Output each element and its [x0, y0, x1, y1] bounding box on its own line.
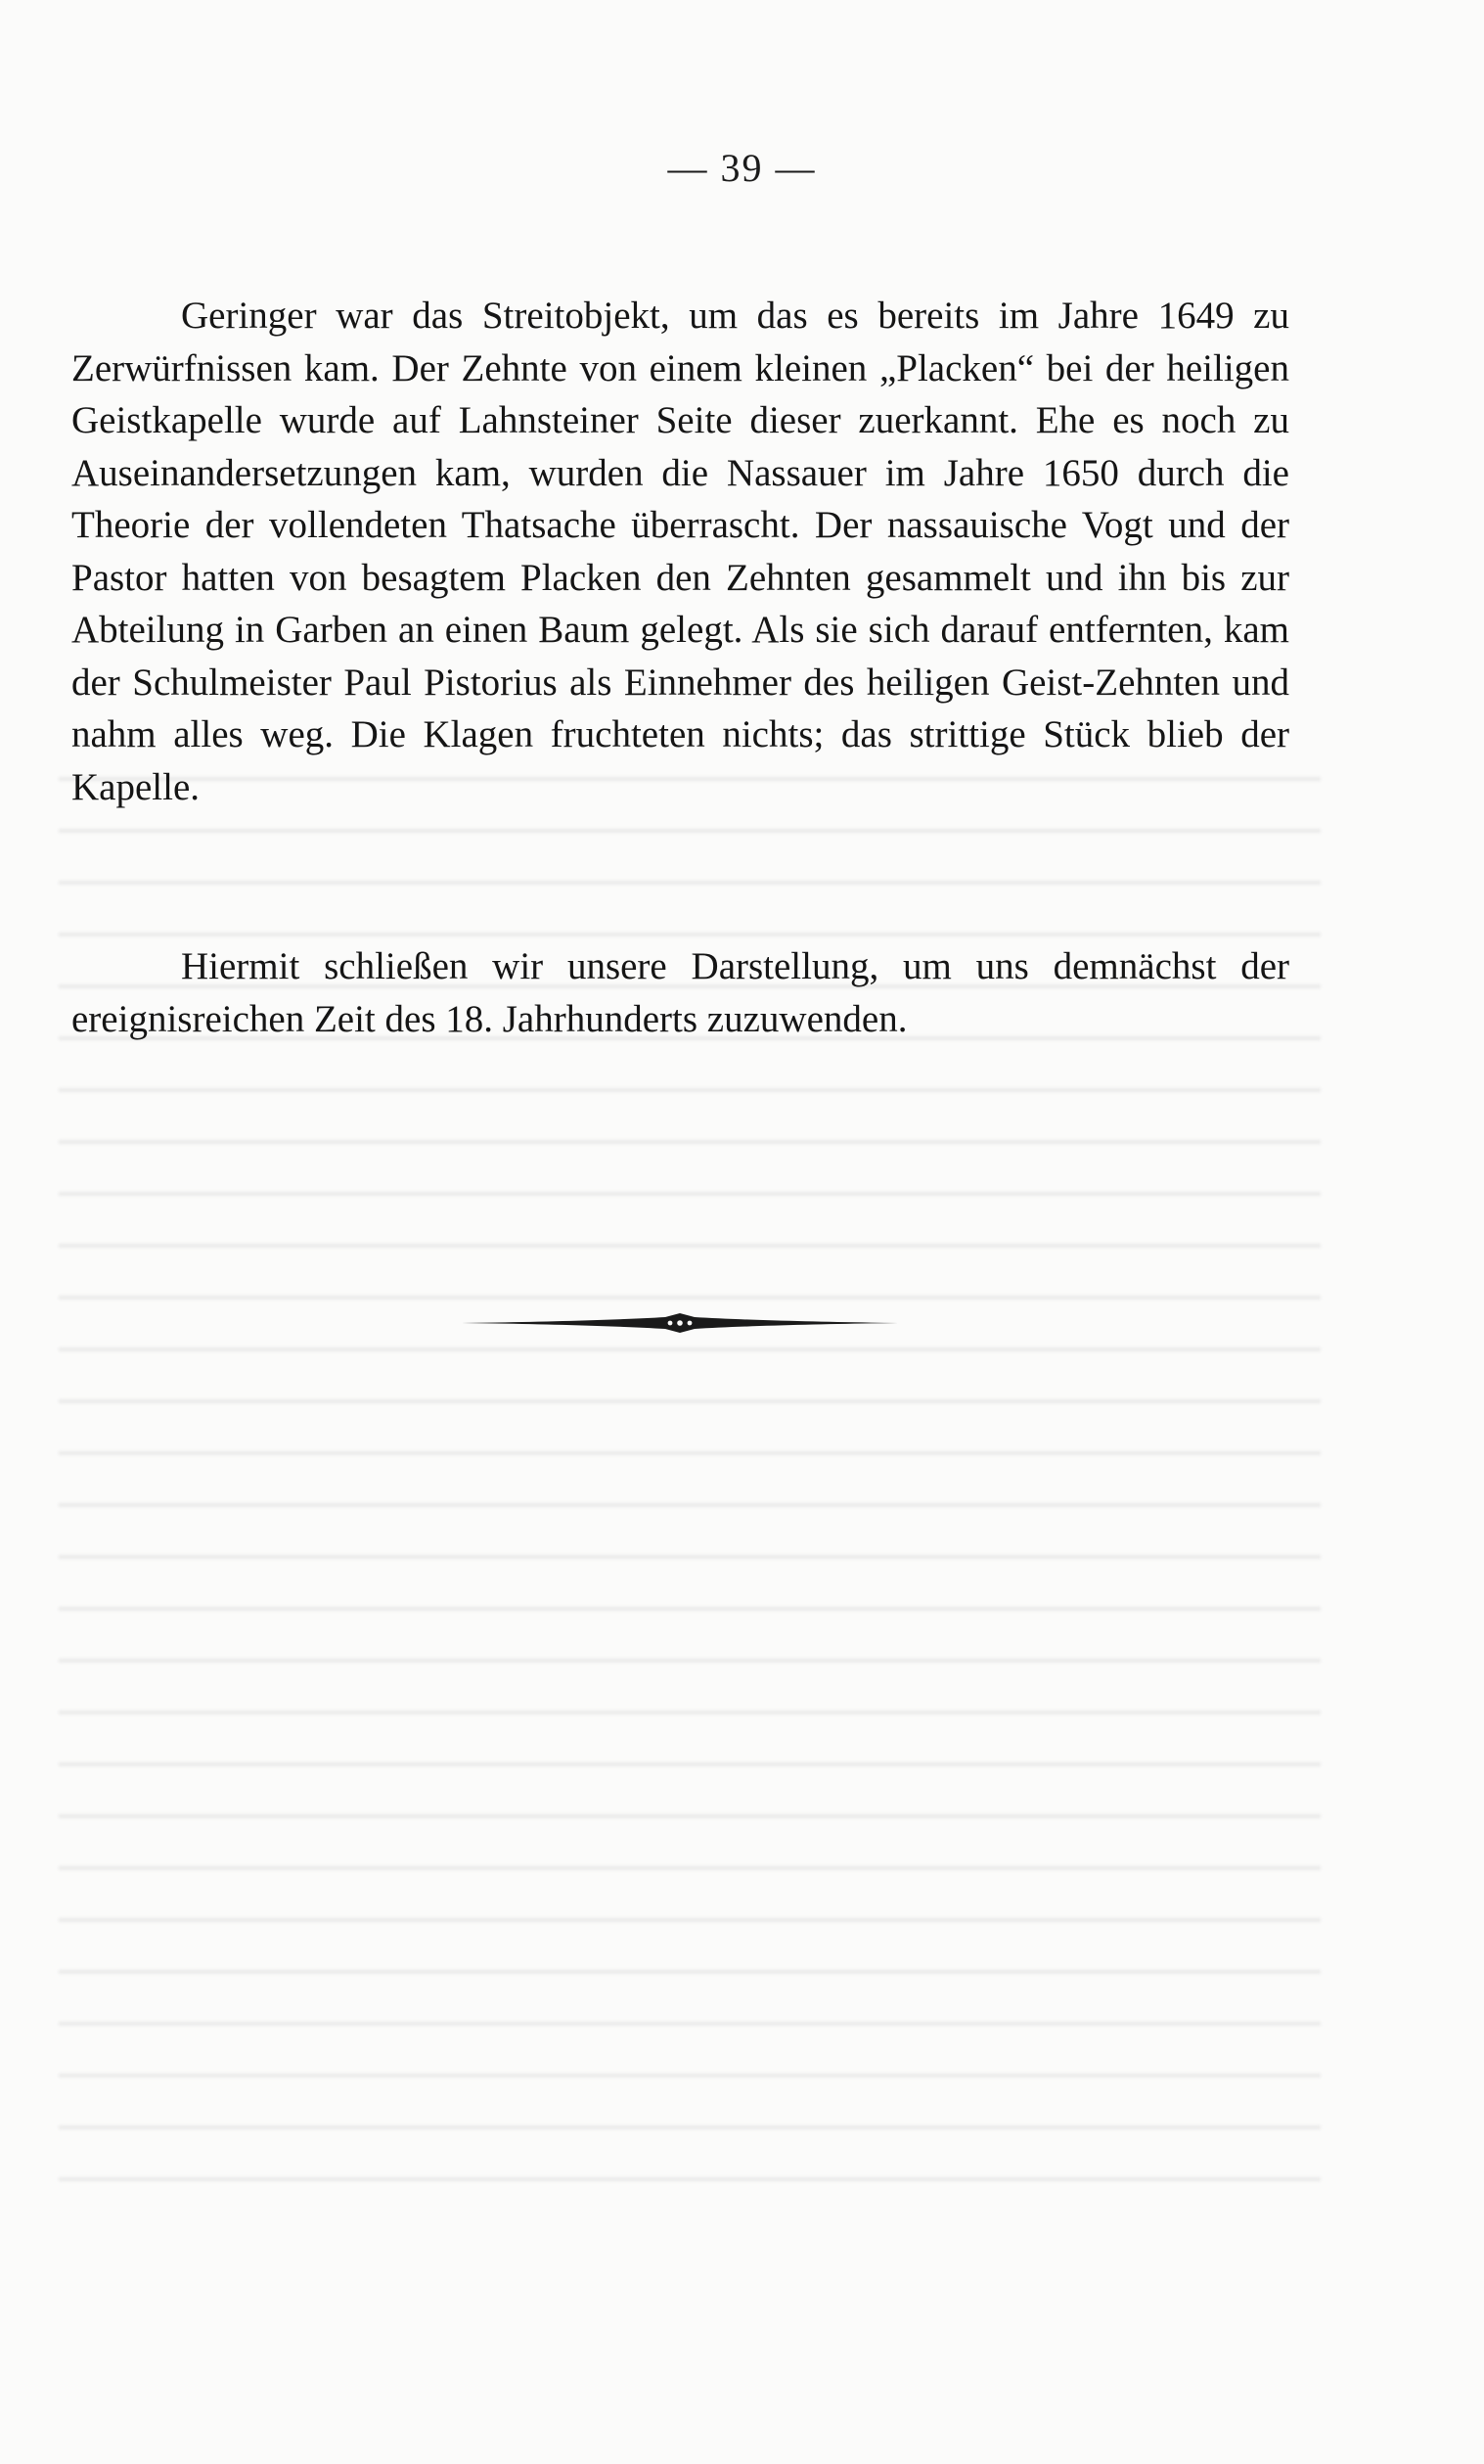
page-number: — 39 — — [667, 146, 817, 190]
paragraph-conclusion: Hiermit schließen wir unsere Darstellung, um uns demnächst der ereignisreichen Zeit des 18. Jahrhunderts zuzuwenden. — [71, 945, 1289, 1040]
ornamental-divider-graphic — [460, 1311, 900, 1335]
ornamental-divider — [460, 1311, 900, 1335]
paragraph-dispute: Geringer war das Streitobjekt, um das es bereits im Jahre 1649 zu Zerwürfnissen kam. Der Zehnte von einem kleinen „Placken“ bei der heiligen Geistkapelle wurde auf Lahnsteiner Seite dieser zuerkannt. Ehe es noch zu Auseinandersetzungen kam, wurden die Nassauer im Jahre 1650 durch die Theorie der vollendeten Thatsache überrascht. Der nassauische Vogt und der Pastor hatten von besagtem Placken den Zehnten gesammelt und ihn bis zur Abteilung in Garben an einen Baum gelegt. Als sie sich darauf entfernten, kam der Schulmeister Paul Pistorius als Einnehmer des heiligen Geist-Zehnten und nahm alles weg. Die Klagen fruchteten nichts; das strittige Stück blieb der Kapelle. — [71, 295, 1289, 808]
